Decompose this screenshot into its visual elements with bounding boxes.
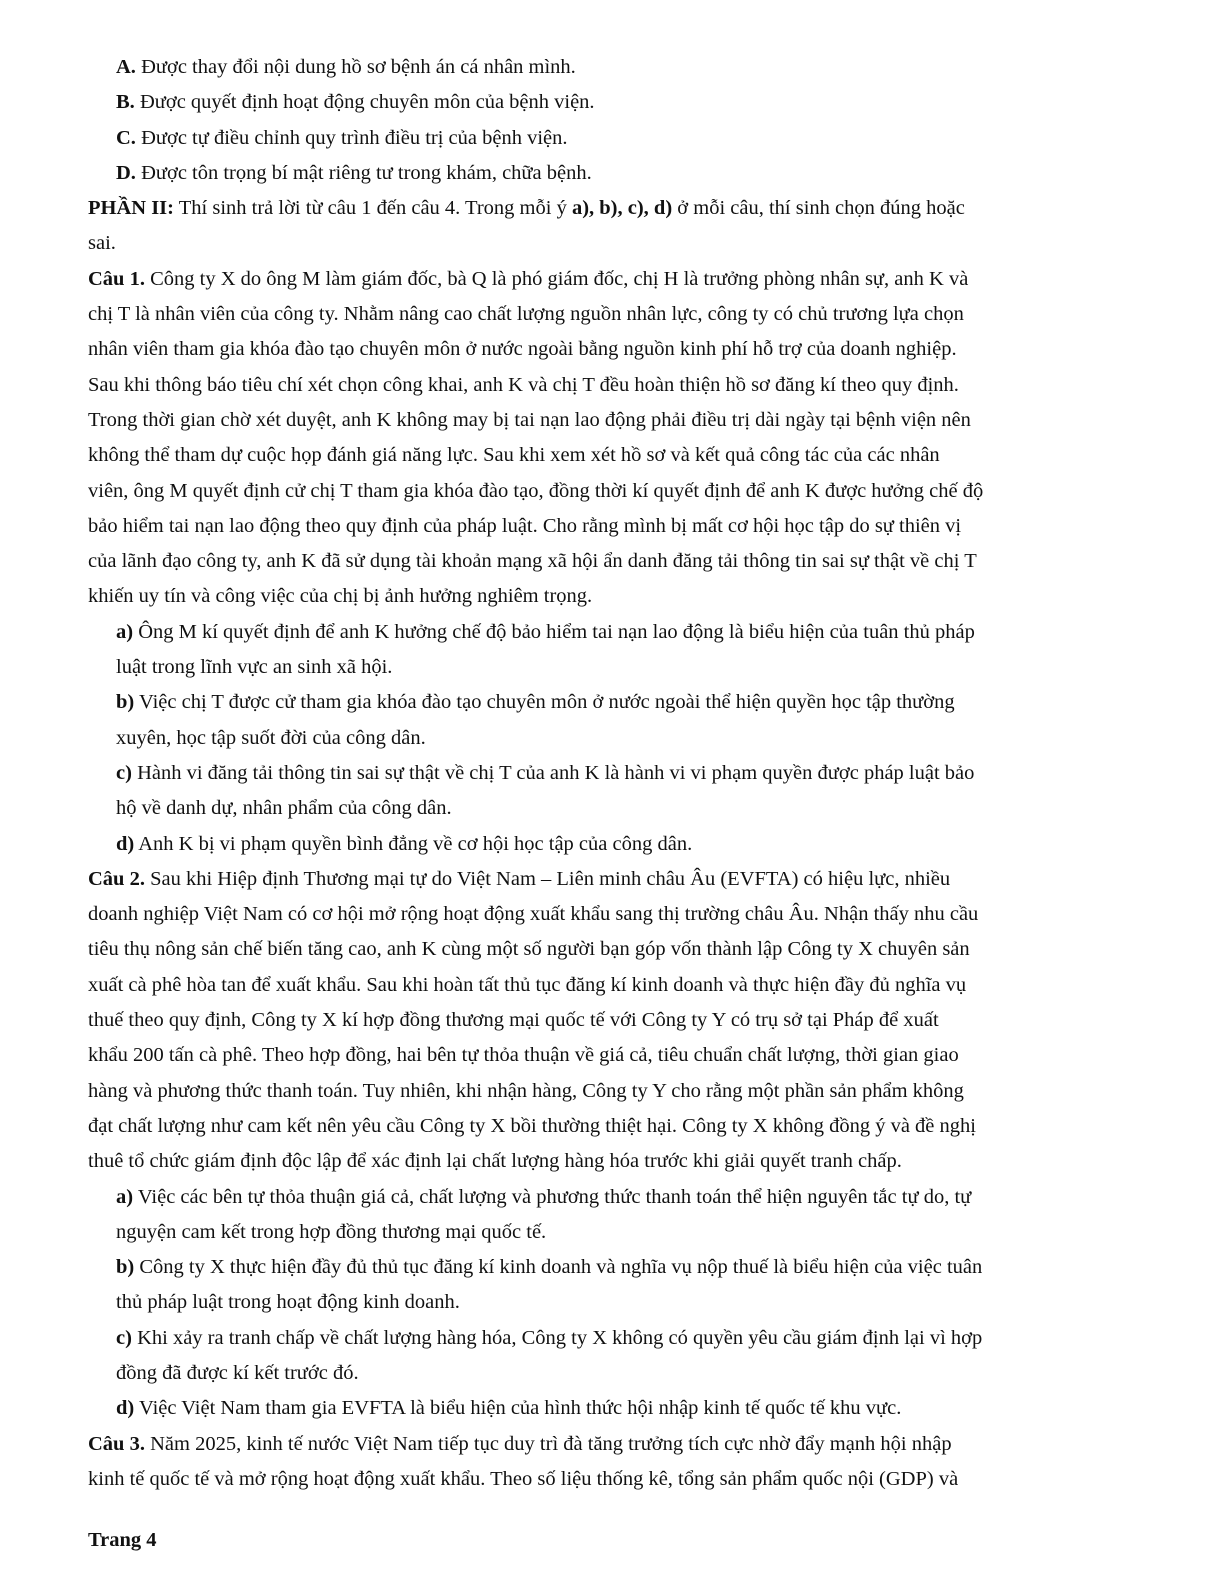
part2-instruction-cont: ở mỗi câu, thí sinh chọn đúng hoặc — [677, 197, 965, 220]
q2-statement-b-cont: thủ pháp luật trong hoạt động kinh doanh. — [116, 1291, 460, 1314]
statement-label: b) — [116, 691, 135, 714]
statement-text: Khi xảy ra tranh chấp về chất lượng hàng hóa, Công ty X không có quyền yêu cầu giám định lại vì hợp — [137, 1326, 983, 1349]
q2-statement-a-cont: nguyện cam kết trong hợp đồng thương mại quốc tế. — [116, 1220, 547, 1243]
statement-text: Việc chị T được cử tham gia khóa đào tạo chuyên môn ở nước ngoài thể hiện quyền học tập thường — [139, 691, 955, 714]
q2-line: thuế theo quy định, Công ty X kí hợp đồng thương mại quốc tế với Công ty Y có trụ sở tại Pháp để xuất — [88, 1009, 939, 1032]
statement-text: Hành vi đăng tải thông tin sai sự thật về chị T của anh K là hành vi vi phạm quyền được pháp luật bảo — [137, 761, 975, 784]
statement-text: Công ty X thực hiện đầy đủ thủ tục đăng kí kinh doanh và nghĩa vụ nộp thuế là biểu hiện của việc tuân — [139, 1256, 983, 1279]
q2-statement-b — [88, 1250, 1124, 1285]
statement-label: a) — [116, 620, 134, 643]
q3-line: kinh tế quốc tế và mở rộng hoạt động xuất khẩu. Theo số liệu thống kê, tổng sản phẩm quốc nội (GDP) và — [88, 1467, 959, 1490]
q3-label: Câu 3. — [88, 1432, 145, 1455]
q2-line: thuê tổ chức giám định độc lập để xác định lại chất lượng hàng hóa trước khi giải quyết tranh chấp. — [88, 1150, 902, 1173]
option-label: B. — [116, 91, 135, 114]
option-label: A. — [116, 56, 136, 78]
q1-line: nhân viên tham gia khóa đào tạo chuyên môn ở nước ngoài bằng nguồn kinh phí hỗ trợ của doanh nghiệp. — [88, 338, 957, 361]
q1-statement-b — [88, 685, 1124, 720]
q2-statement-c — [88, 1321, 1124, 1356]
q2-statement-c-cont: đồng đã được kí kết trước đó. — [116, 1361, 359, 1384]
q1-statement-d — [88, 827, 1124, 862]
page-number: Trang 4 — [88, 1529, 157, 1551]
q1-line: Trong thời gian chờ xét duyệt, anh K không may bị tai nạn lao động phải điều trị dài ngày tại bệnh viện nên — [88, 408, 971, 431]
option-a — [88, 50, 1124, 85]
q1-statement-a — [88, 615, 1124, 650]
part2-line-2: sai. — [88, 232, 116, 255]
q2-label: Câu 2. — [88, 867, 145, 890]
statement-label: a) — [116, 1185, 134, 1208]
part2-line-1 — [88, 191, 1124, 226]
statement-label: c) — [116, 1326, 132, 1349]
statement-label: d) — [116, 1397, 135, 1420]
statement-text: Việc Việt Nam tham gia EVFTA là biểu hiện của hình thức hội nhập kinh tế quốc tế khu vực. — [139, 1397, 902, 1420]
option-label: C. — [116, 126, 136, 149]
option-text: Được tôn trọng bí mật riêng tư trong khám, chữa bệnh. — [141, 161, 592, 184]
part2-markers: a), b), c), d) — [571, 197, 673, 220]
q2-line: khẩu 200 tấn cà phê. Theo hợp đồng, hai bên tự thỏa thuận về giá cả, tiêu chuẩn chất lượng, thời gian giao — [88, 1044, 959, 1067]
statement-label: c) — [116, 761, 132, 784]
document-page — [88, 50, 1124, 1497]
q1-line: Sau khi thông báo tiêu chí xét chọn công khai, anh K và chị T đều hoàn thiện hồ sơ đăng kí theo quy định. — [88, 373, 959, 396]
option-label: D. — [116, 161, 136, 184]
q1-statement-c — [88, 756, 1124, 791]
option-c — [88, 121, 1124, 156]
option-d — [88, 156, 1124, 191]
statement-label: b) — [116, 1256, 135, 1279]
q1-line: của lãnh đạo công ty, anh K đã sử dụng tài khoản mạng xã hội ẩn danh đăng tải thông tin sai sự thật về chị T — [88, 550, 977, 573]
q1-line: chị T là nhân viên của công ty. Nhằm nâng cao chất lượng nguồn nhân lực, công ty có chủ trương lựa chọn — [88, 303, 964, 326]
statement-text: Việc các bên tự thỏa thuận giá cả, chất lượng và phương thức thanh toán thể hiện nguyên tắc tự do, tự — [137, 1185, 972, 1208]
q2-line: tiêu thụ nông sản chế biến tăng cao, anh K cùng một số người bạn góp vốn thành lập Công ty X chuyên sản — [88, 938, 970, 961]
q3-line — [88, 1427, 1124, 1462]
option-text: Được thay đổi nội dung hồ sơ bệnh án cá nhân mình. — [141, 56, 576, 78]
q1-line: viên, ông M quyết định cử chị T tham gia khóa đào tạo, đồng thời kí quyết định để anh K được hưởng chế độ — [88, 479, 984, 502]
q1-label: Câu 1. — [88, 267, 145, 290]
q1-line: không thể tham dự cuộc họp đánh giá năng lực. Sau khi xem xét hồ sơ và kết quả công tác của các nhân — [88, 444, 940, 467]
statement-text: Ông M kí quyết định để anh K hưởng chế độ bảo hiểm tai nạn lao động là biểu hiện của tuân thủ pháp — [138, 620, 975, 643]
statement-text: Anh K bị vi phạm quyền bình đẳng về cơ hội học tập của công dân. — [138, 832, 693, 855]
q2-line: xuất cà phê hòa tan để xuất khẩu. Sau khi hoàn tất thủ tục đăng kí kinh doanh và thực hiện đầy đủ nghĩa vụ — [88, 973, 967, 996]
q3-text: Năm 2025, kinh tế nước Việt Nam tiếp tục duy trì đà tăng trưởng tích cực nhờ đẩy mạnh hội nhập — [150, 1432, 952, 1455]
q2-line: hàng và phương thức thanh toán. Tuy nhiên, khi nhận hàng, Công ty Y cho rằng một phần sản phẩm không — [88, 1079, 964, 1102]
q2-line: doanh nghiệp Việt Nam có cơ hội mở rộng hoạt động xuất khẩu sang thị trường châu Âu. Nhận thấy nhu cầu — [88, 903, 979, 926]
q1-statement-c-cont: hộ về danh dự, nhân phẩm của công dân. — [116, 797, 452, 820]
q2-line — [88, 862, 1124, 897]
option-b — [88, 85, 1124, 120]
statement-label: d) — [116, 832, 135, 855]
q1-statement-a-cont: luật trong lĩnh vực an sinh xã hội. — [116, 656, 393, 679]
part2-instruction: Thí sinh trả lời từ câu 1 đến câu 4. Trong mỗi ý — [178, 197, 567, 220]
q2-text: Sau khi Hiệp định Thương mại tự do Việt Nam – Liên minh châu Âu (EVFTA) có hiệu lực, nhiều — [150, 867, 951, 890]
q2-line: đạt chất lượng như cam kết nên yêu cầu Công ty X bồi thường thiệt hại. Công ty X không đồng ý và đề nghị — [88, 1114, 976, 1137]
q1-text: Công ty X do ông M làm giám đốc, bà Q là phó giám đốc, chị H là trưởng phòng nhân sự, anh K và — [150, 267, 969, 290]
q2-statement-a — [88, 1180, 1124, 1215]
part2-heading: PHẦN II: — [88, 197, 174, 220]
q1-statement-b-cont: xuyên, học tập suốt đời của công dân. — [116, 726, 426, 749]
q2-statement-d — [88, 1391, 1124, 1426]
q1-line: khiến uy tín và công việc của chị bị ảnh hưởng nghiêm trọng. — [88, 585, 593, 608]
option-text: Được tự điều chỉnh quy trình điều trị của bệnh viện. — [141, 126, 568, 149]
q1-line: bảo hiểm tai nạn lao động theo quy định của pháp luật. Cho rằng mình bị mất cơ hội học tập do sự thiên vị — [88, 514, 962, 537]
q1-line — [88, 262, 1124, 297]
option-text: Được quyết định hoạt động chuyên môn của bệnh viện. — [139, 91, 595, 114]
